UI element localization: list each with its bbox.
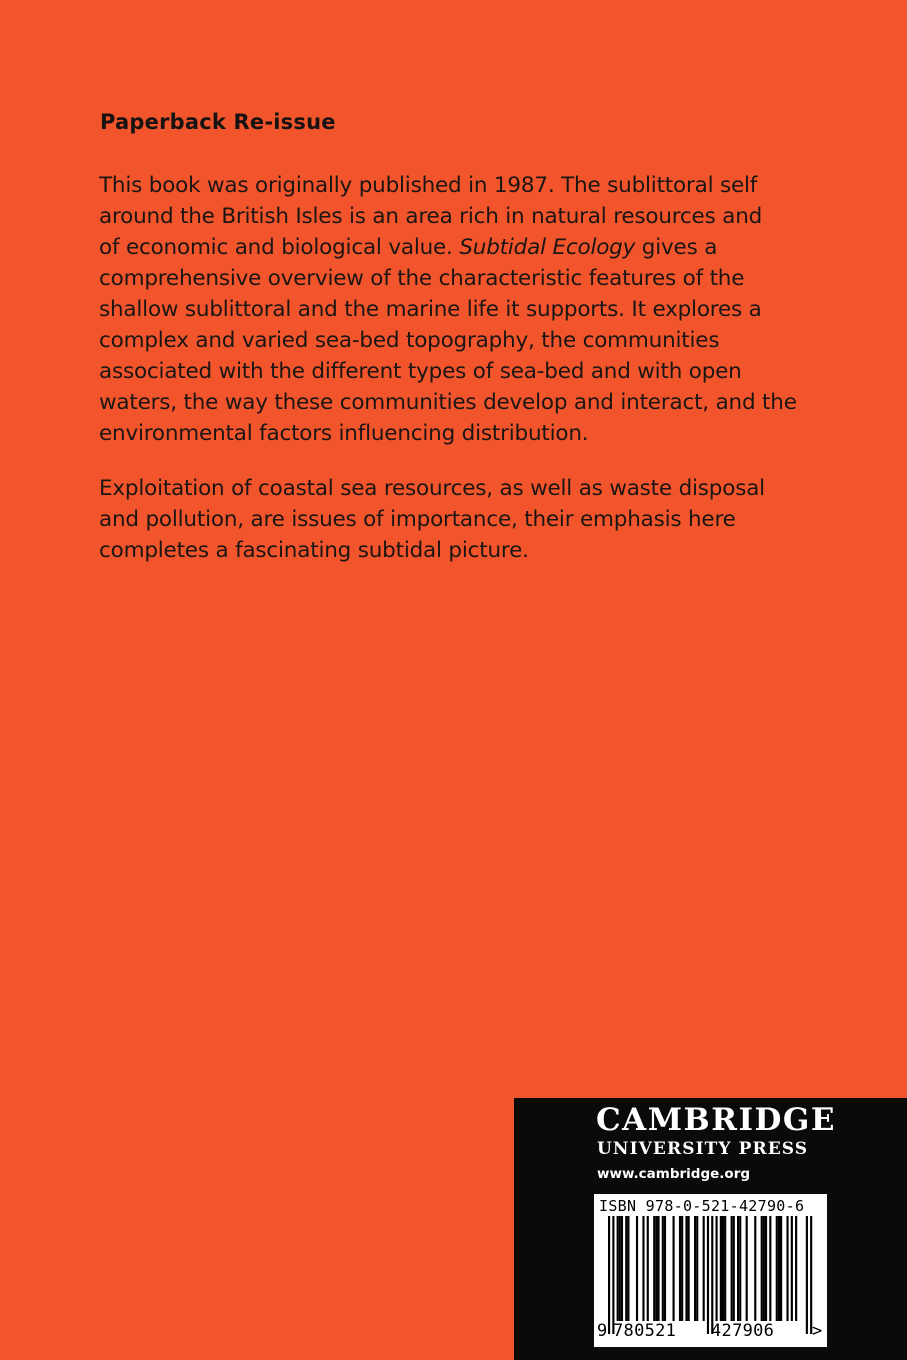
- importance-paragraph: [99, 473, 765, 566]
- barcode-bar: [657, 1216, 659, 1321]
- barcode-bar: [696, 1216, 698, 1321]
- barcode-bar: [627, 1216, 629, 1321]
- barcode-bar: [653, 1216, 655, 1321]
- paragraph-line: around the British Isles is an area rich in natural resources and: [99, 204, 763, 229]
- book-title-italic: Subtidal Ecology: [459, 235, 636, 260]
- barcode-guard-bar: [810, 1216, 812, 1334]
- barcode-bar: [795, 1216, 797, 1321]
- barcode-bar: [647, 1216, 649, 1321]
- barcode-bar: [722, 1216, 724, 1321]
- barcode-bar: [703, 1216, 705, 1321]
- barcode-bar: [673, 1216, 675, 1321]
- barcode-bar: [688, 1216, 690, 1321]
- barcode-lead-digit: 9: [597, 1321, 608, 1341]
- barcode-bar: [780, 1216, 782, 1321]
- publisher-website: www.cambridge.org: [597, 1166, 751, 1182]
- paragraph-line: comprehensive overview of the characteristic features of the: [99, 266, 745, 291]
- barcode-bar: [655, 1216, 657, 1321]
- barcode-guard-bar: [806, 1216, 808, 1334]
- barcode-guard-bar: [707, 1216, 709, 1334]
- barcode-bar: [685, 1216, 687, 1321]
- barcode-bar: [791, 1216, 793, 1321]
- barcode-bar: [664, 1216, 666, 1321]
- barcode-bar: [625, 1216, 627, 1321]
- barcode-bar: [694, 1216, 696, 1321]
- barcode-guard-bar: [608, 1216, 610, 1334]
- barcode-guard-bar: [711, 1216, 713, 1334]
- paragraph-line: [99, 232, 797, 263]
- line-text: gives a: [635, 235, 718, 260]
- publisher-logo-name: CAMBRIDGE: [596, 1102, 836, 1138]
- paragraph-line: and pollution, are issues of importance, their emphasis here: [99, 507, 736, 532]
- barcode-left-digits: 780521: [613, 1321, 677, 1341]
- line-text: of economic and biological value.: [99, 235, 460, 260]
- barcode-bar: [754, 1216, 756, 1321]
- paragraph-line: environmental factors influencing distribution.: [99, 421, 589, 446]
- barcode-bar: [681, 1216, 683, 1321]
- paragraph-line: This book was originally published in 1987. The sublittoral self: [99, 173, 758, 198]
- publisher-logo-subname: UNIVERSITY PRESS: [597, 1139, 809, 1159]
- barcode-bar: [617, 1216, 619, 1321]
- barcode-bar: [636, 1216, 638, 1321]
- barcode-right-digits: 427906: [711, 1321, 775, 1341]
- barcode-bar: [737, 1216, 739, 1321]
- barcode-bar: [679, 1216, 681, 1321]
- paragraph-line: complex and varied sea-bed topography, the communities: [99, 328, 720, 353]
- barcode-bar: [724, 1216, 726, 1321]
- barcode-bar: [642, 1216, 644, 1321]
- reissue-heading: Paperback Re-issue: [100, 110, 336, 134]
- isbn-label: ISBN 978-0-521-42790-6: [599, 1197, 805, 1215]
- barcode-bar: [619, 1216, 621, 1321]
- description-paragraph: [99, 170, 797, 449]
- barcode-bar: [716, 1216, 718, 1321]
- barcode-quiet-zone-mark: >: [812, 1321, 823, 1341]
- paragraph-line: shallow sublittoral and the marine life it supports. It explores a: [99, 297, 762, 322]
- barcode-bar: [662, 1216, 664, 1321]
- barcode-bar: [761, 1216, 763, 1321]
- paragraph-line: waters, the way these communities develop and interact, and the: [99, 390, 797, 415]
- barcode-bar: [763, 1216, 765, 1321]
- paragraph-line: Exploitation of coastal sea resources, as well as waste disposal: [99, 476, 765, 501]
- barcode-bar: [733, 1216, 735, 1321]
- barcode-bar: [776, 1216, 778, 1321]
- publisher-block: [514, 1098, 907, 1360]
- barcode-bar: [720, 1216, 722, 1321]
- barcode-bar: [746, 1216, 748, 1321]
- barcode-bar: [786, 1216, 788, 1321]
- isbn-barcode: [594, 1194, 827, 1347]
- paragraph-line: associated with the different types of sea-bed and with open: [99, 359, 742, 384]
- barcode-bar: [731, 1216, 733, 1321]
- barcode-bar: [621, 1216, 623, 1321]
- barcode-bar: [769, 1216, 771, 1321]
- barcode-bar: [765, 1216, 767, 1321]
- barcode-bar: [739, 1216, 741, 1321]
- barcode-bar: [778, 1216, 780, 1321]
- barcode-guard-bar: [612, 1216, 614, 1334]
- paragraph-line: completes a fascinating subtidal picture.: [99, 538, 529, 563]
